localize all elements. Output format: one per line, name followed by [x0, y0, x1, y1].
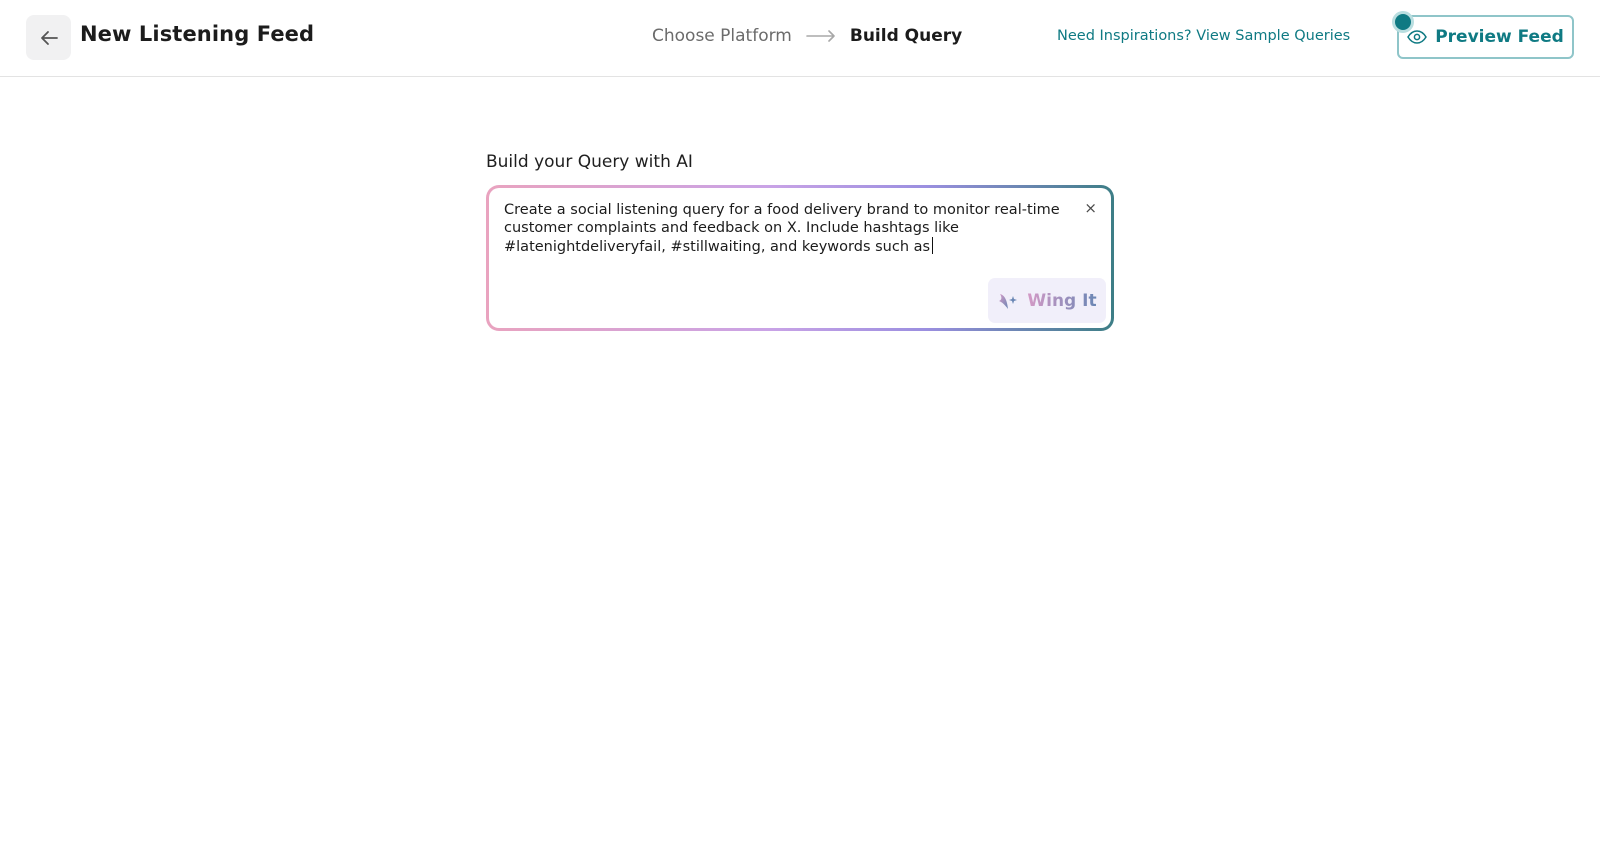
- query-label: Build your Query with AI: [486, 152, 693, 172]
- step-indicator: [652, 26, 962, 46]
- step-build-query[interactable]: Build Query: [849, 26, 963, 46]
- wing-it-label: Wing It: [1027, 290, 1097, 311]
- page-title: New Listening Feed: [80, 22, 315, 46]
- query-text[interactable]: [504, 201, 1064, 256]
- clear-query-button[interactable]: ×: [1084, 199, 1097, 217]
- arrow-left-icon: [38, 27, 60, 49]
- back-button[interactable]: [26, 15, 71, 60]
- arrow-right-icon: [806, 30, 836, 42]
- query-text-content: Create a social listening query for a food delivery brand to monitor real-time customer complaints and feedback on X. Include hashtags like #latenightdeliveryfail, #stillwaiting, and keywords such as: [504, 202, 1060, 255]
- eye-icon: [1407, 30, 1427, 44]
- sparkle-icon: [997, 290, 1019, 312]
- query-input-box: [486, 185, 1114, 331]
- query-input-area[interactable]: [489, 188, 1111, 328]
- wing-it-button[interactable]: [988, 278, 1106, 323]
- notification-dot: [1392, 11, 1414, 33]
- preview-feed-label: Preview Feed: [1435, 27, 1564, 47]
- text-caret: [932, 237, 933, 254]
- sample-queries-link[interactable]: Need Inspirations? View Sample Queries: [1057, 28, 1351, 44]
- top-bar: [0, 0, 1600, 77]
- preview-feed-button[interactable]: [1397, 15, 1574, 59]
- step-choose-platform[interactable]: Choose Platform: [652, 26, 792, 46]
